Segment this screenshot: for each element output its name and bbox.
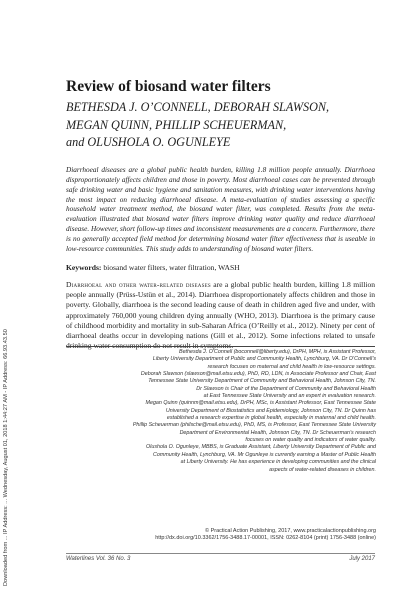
affiliation-line: focuses on water quality and indicators of water quality.	[245, 437, 376, 444]
side-margin	[0, 0, 14, 592]
affiliation-line: Phillip Scheuerman (philsche@mail.etsu.edu), PhD, MS, is Professor, East Tennessee State University	[132, 422, 376, 429]
author-list	[66, 99, 386, 152]
body-lead-in: Diarrhoeal and other water-related diseases	[66, 280, 211, 289]
affiliation-line: aspects of water-related diseases in children.	[269, 466, 376, 473]
affiliation-line: research focuses on maternal and child health in low-resource settings.	[207, 363, 376, 370]
affiliation-line: Megan Quinn (quinnm@mail.etsu.edu), DrPH, MSc, is Assistant Professor, East Tennessee State	[145, 400, 376, 407]
affiliation-line: Deborah Slawson (slawson@mail.etsu.edu), PhD, RD, LDN, is Associate Professor and Chair, East	[140, 371, 376, 378]
affiliation-line: Liberty University Department of Public and Community Health, Lynchburg, VA. Dr O’Connell’s	[152, 356, 376, 363]
body-text: are a global public health burden, killing 1.8 million people annually (Prüss-Ustün et al., 2014). Diarrhoea disproportionately affects children and those in poverty. Globally, diarrhoea is the second leading cause of death in children aged five and under, with approximately 760,000 young children dying annually (WHO, 2013). Diarrhoea is the primary cause of childhood morbidity and mortality in sub-Saharan Africa (O’Reilly et al., 2012). Ninety per cent of diarrhoeal deaths occur in developing nations (Gill et al., 2012). Some infections related to unsafe drinking water consumption do not result in symptoms.	[66, 280, 376, 351]
affiliation-line: at Liberty University. He has experience in developing communities and the clinical	[180, 459, 376, 466]
publication-info	[60, 528, 376, 543]
article-title: Review of biosand water filters	[66, 78, 271, 95]
affiliation-line: University Department of Biostatistics and Epidemiology, Johnson City, TN. Dr Quinn has	[165, 407, 376, 414]
affiliation-line: Dr Slawson is Chair of the Department of Community and Behavioral Health	[196, 385, 376, 392]
footer-date: July 2017	[349, 556, 375, 562]
affiliation-line: Tennessee State University Department of Community and Behavioral Health, Johnson City, TN.	[148, 378, 376, 385]
author-affiliations	[60, 349, 376, 474]
affiliation-line: established a research expertise in global health, especially in maternal and child health.	[166, 415, 376, 422]
author-line: and OLUSHOLA O. OGUNLEYE	[66, 135, 231, 149]
affiliation-line: Department of Environmental Health, Johnson City, TN. Dr Scheuerman’s research	[179, 429, 376, 436]
keywords-text: biosand water filters, water filtration, WASH	[103, 263, 240, 272]
affiliation-line: at East Tennessee State University and an expert in evaluation research.	[203, 393, 376, 400]
section-divider	[66, 346, 375, 347]
affiliation-line: Olushola O. Ogunleye, MBBS, is Graduate Assistant, Liberty University Department of Public and	[146, 444, 376, 451]
author-line: MEGAN QUINN, PHILLIP SCHEUERMAN,	[66, 117, 287, 132]
download-notice: Downloaded from ... IP Address: ... Wednesday, August 01, 2018 1:44:27 AM - IP Address: 66.93.43.50	[3, 329, 9, 586]
abstract: Diarrhoeal diseases are a global public health burden, killing 1.8 million people annually. Diarrhoea disproportionately affects children and those in poverty. Most diarrhoeal cases can be prevented through safe drinking water and basic hygiene and sanitation measures, with drinking water interventions having the most impact on reducing diarrhoeal disease. A meta-evaluation of studies assessing a specific household water treatment method, the biosand water filter, was completed. Results from the meta-evaluation illustrated that biosand water filters improve drinking water quality and reduce diarrhoeal disease. However, short follow-up times and inconsistent measurements are a concern. Furthermore, there is no generally accepted field method for determining biosand water filter effectiveness that is useable in low-resource communities. This study adds to understanding of biosand water filters.	[66, 166, 375, 253]
doi-issn-line: http://dx.doi.org/10.3362/1756-3488.17-00001, ISSN: 0262-8104 (print) 1756-3488 (online)	[155, 535, 376, 542]
footer-divider	[66, 553, 375, 554]
body-paragraph	[66, 280, 375, 351]
copyright-line: © Practical Action Publishing, 2017, www.practicalactionpublishing.org	[205, 528, 376, 534]
keywords	[66, 263, 240, 272]
keywords-label: Keywords:	[66, 263, 102, 272]
footer-journal: Waterlines Vol. 36 No. 3	[66, 556, 131, 562]
affiliation-line: Bethesda J. O’Connell (boconnell@liberty.edu), DrPH, MPH, is Assistant Professor,	[179, 349, 376, 355]
affiliation-line: Community Health, Lynchburg, VA. Mr Ogunleye is currently earning a Master of Public Health	[153, 451, 376, 458]
author-line: BETHESDA J. O’CONNELL, DEBORAH SLAWSON,	[66, 100, 330, 114]
